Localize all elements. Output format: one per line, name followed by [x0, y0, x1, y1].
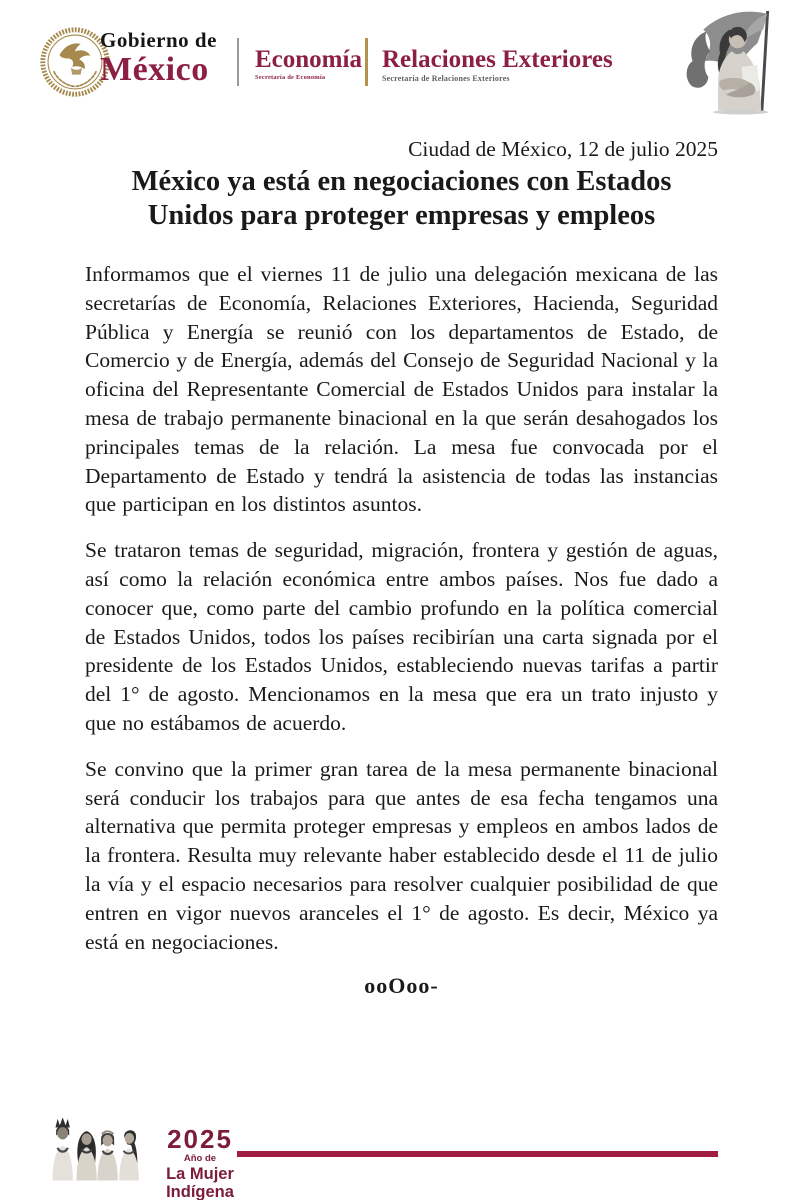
document-title	[85, 165, 718, 233]
ministry-economia	[255, 47, 362, 82]
government-brand	[100, 30, 217, 87]
ministry-re-name: Relaciones Exteriores	[382, 46, 613, 73]
paragraph-2: Se trataron temas de seguridad, migración, frontera y gestión de aguas, así como la relación económica entre ambos países. Nos fue dado a conocer que, como parte del cambio profundo en la política comercial de Estados Unidos, todos los países recibirían una carta signada por el presidente de los Estados Unidos, estableciendo nuevas tarifas a partir del 1° de agosto. Mencionamos en la mesa que era un trato injusto y que no estábamos de acuerdo.	[85, 538, 718, 735]
woman-with-flag-icon	[646, 8, 796, 116]
footer-rule	[237, 1151, 718, 1157]
footer-slogan-line2: Indígena	[166, 1183, 234, 1200]
document-title-line2: Unidos para proteger empresas y empleos	[147, 200, 656, 231]
paragraph-3: Se convino que la primer gran tarea de la mesa permanente binacional será conducir los trabajos para que antes de esa fecha tengamos una alternativa que permita proteger empresas y empleos en ambos lados de la frontera. Resulta muy relevante haber establecido desde el 11 de julio la vía y el espacio necesarios para resolver cualquier posibilidad de que entren en vigor nuevos aranceles el 1° de agosto. Es decir, México ya está en negociaciones.	[85, 756, 718, 954]
header-divider-gold	[365, 38, 368, 86]
dateline: Ciudad de México, 12 de julio 2025	[408, 137, 718, 161]
ministry-economia-name: Economía	[255, 46, 362, 73]
document-body	[85, 260, 718, 999]
brand-line2: México	[100, 51, 209, 88]
indigenous-women-icon	[46, 1106, 162, 1194]
ministry-economia-subtitle: Secretaría de Economía	[255, 74, 326, 81]
ministry-re-subtitle: Secretaría de Relaciones Exteriores	[382, 74, 510, 83]
footer-slogan-prefix: Año de	[183, 1153, 217, 1164]
footer-slogan-line1: La Mujer	[166, 1164, 234, 1183]
closing-mark: ooOoo-	[364, 973, 439, 999]
ministry-relaciones-exteriores	[382, 47, 613, 83]
header-divider-gray	[237, 38, 239, 86]
brand-line1: Gobierno de	[100, 28, 217, 52]
document-title-line1: México ya está en negociaciones con Estados	[131, 166, 672, 197]
paragraph-1: Informamos que el viernes 11 de julio una delegación mexicana de las secretarías de Economía, Relaciones Exteriores, Hacienda, Seguridad Pública y Energía se reunió con los departamentos de Estado, de Comercio y de Energía, además del Consejo de Seguridad Nacional y la oficina del Representante Comercial de Estados Unidos para instalar la mesa de trabajo permanente binacional en la que serán desahogados los principales temas de la relación. La mesa fue convocada por el Departamento de Estado y tendrá la asistencia de todas las instancias que participan en los distintos asuntos.	[85, 262, 718, 517]
footer-year: 2025	[167, 1124, 233, 1154]
footer-year-slogan	[166, 1126, 234, 1200]
